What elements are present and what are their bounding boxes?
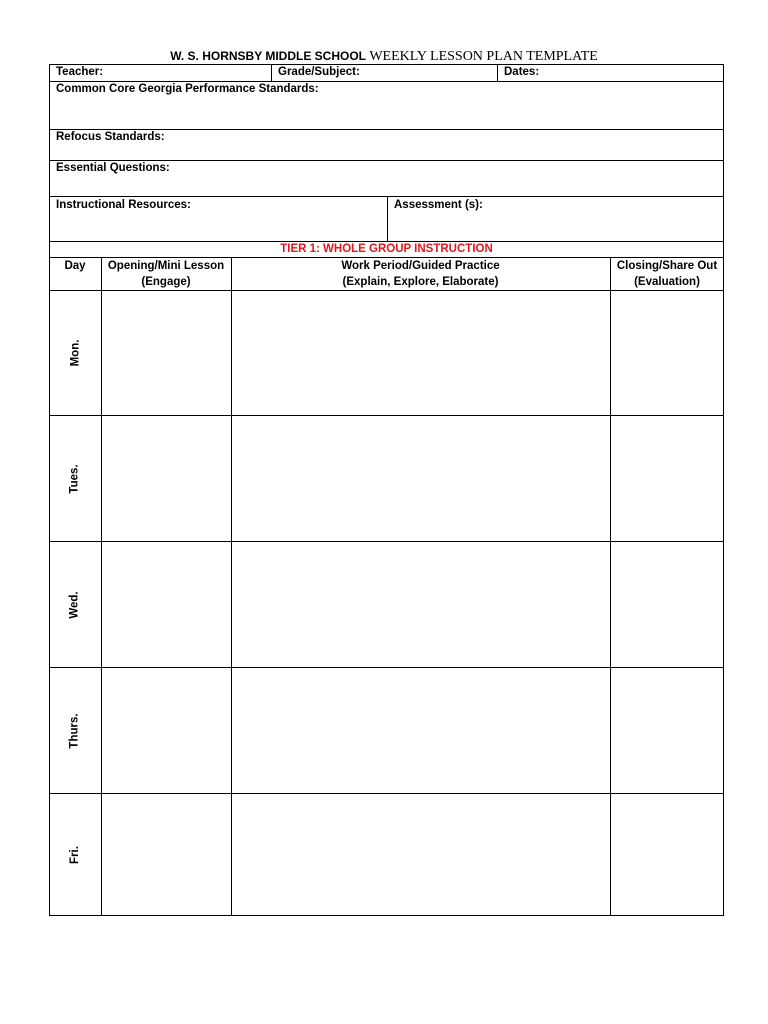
school-name: W. S. HORNSBY MIDDLE SCHOOL — [170, 49, 366, 63]
standards-field[interactable] — [49, 81, 724, 129]
opening-header: Opening/Mini Lesson — [107, 260, 225, 272]
divider — [49, 541, 724, 542]
grade-subject-field[interactable] — [271, 64, 497, 81]
closing-header: Closing/Share Out — [616, 260, 718, 272]
standards-label: Common Core Georgia Performance Standards: — [56, 83, 319, 95]
essential-questions-field[interactable] — [49, 160, 724, 196]
column-divider — [231, 257, 232, 916]
day-label: Thurs. — [68, 712, 81, 749]
divider — [49, 667, 724, 668]
refocus-label: Refocus Standards: — [56, 131, 165, 143]
resources-field[interactable] — [49, 196, 387, 241]
refocus-field[interactable] — [49, 129, 724, 160]
divider — [49, 290, 724, 291]
day-row-mon — [49, 290, 101, 416]
day-label: Mon. — [68, 339, 81, 367]
column-divider — [101, 257, 102, 916]
closing-subheader: (Evaluation) — [634, 276, 700, 288]
column-header-day — [49, 258, 101, 274]
day-row-fri — [49, 794, 101, 916]
assessment-label: Assessment (s): — [394, 199, 483, 211]
grade-subject-label: Grade/Subject: — [278, 66, 360, 78]
divider — [49, 415, 724, 416]
column-header-opening — [101, 258, 231, 290]
work-subheader: (Explain, Explore, Elaborate) — [342, 276, 499, 288]
dates-label: Dates: — [504, 66, 540, 78]
teacher-field[interactable] — [49, 64, 271, 81]
day-label: Fri. — [68, 846, 81, 864]
resources-label: Instructional Resources: — [56, 199, 191, 211]
dates-field[interactable] — [497, 64, 724, 81]
divider — [49, 793, 724, 794]
lesson-plan-form — [49, 64, 724, 916]
day-label: Wed. — [68, 590, 81, 619]
column-header-closing — [610, 258, 724, 290]
day-row-wed — [49, 542, 101, 667]
assessment-field[interactable] — [387, 196, 724, 241]
teacher-label: Teacher: — [56, 66, 104, 78]
day-label: Tues. — [69, 464, 81, 494]
plan-title: WEEKLY LESSON PLAN TEMPLATE — [369, 49, 598, 64]
work-header: Work Period/Guided Practice — [341, 260, 500, 272]
day-row-tues — [49, 416, 101, 542]
column-divider — [610, 257, 611, 916]
day-header: Day — [64, 260, 86, 272]
day-row-thurs — [49, 668, 101, 793]
column-header-work — [231, 258, 610, 290]
tier-label: TIER 1: WHOLE GROUP INSTRUCTION — [280, 243, 493, 255]
opening-subheader: (Engage) — [141, 276, 191, 288]
essential-questions-label: Essential Questions: — [56, 162, 170, 174]
